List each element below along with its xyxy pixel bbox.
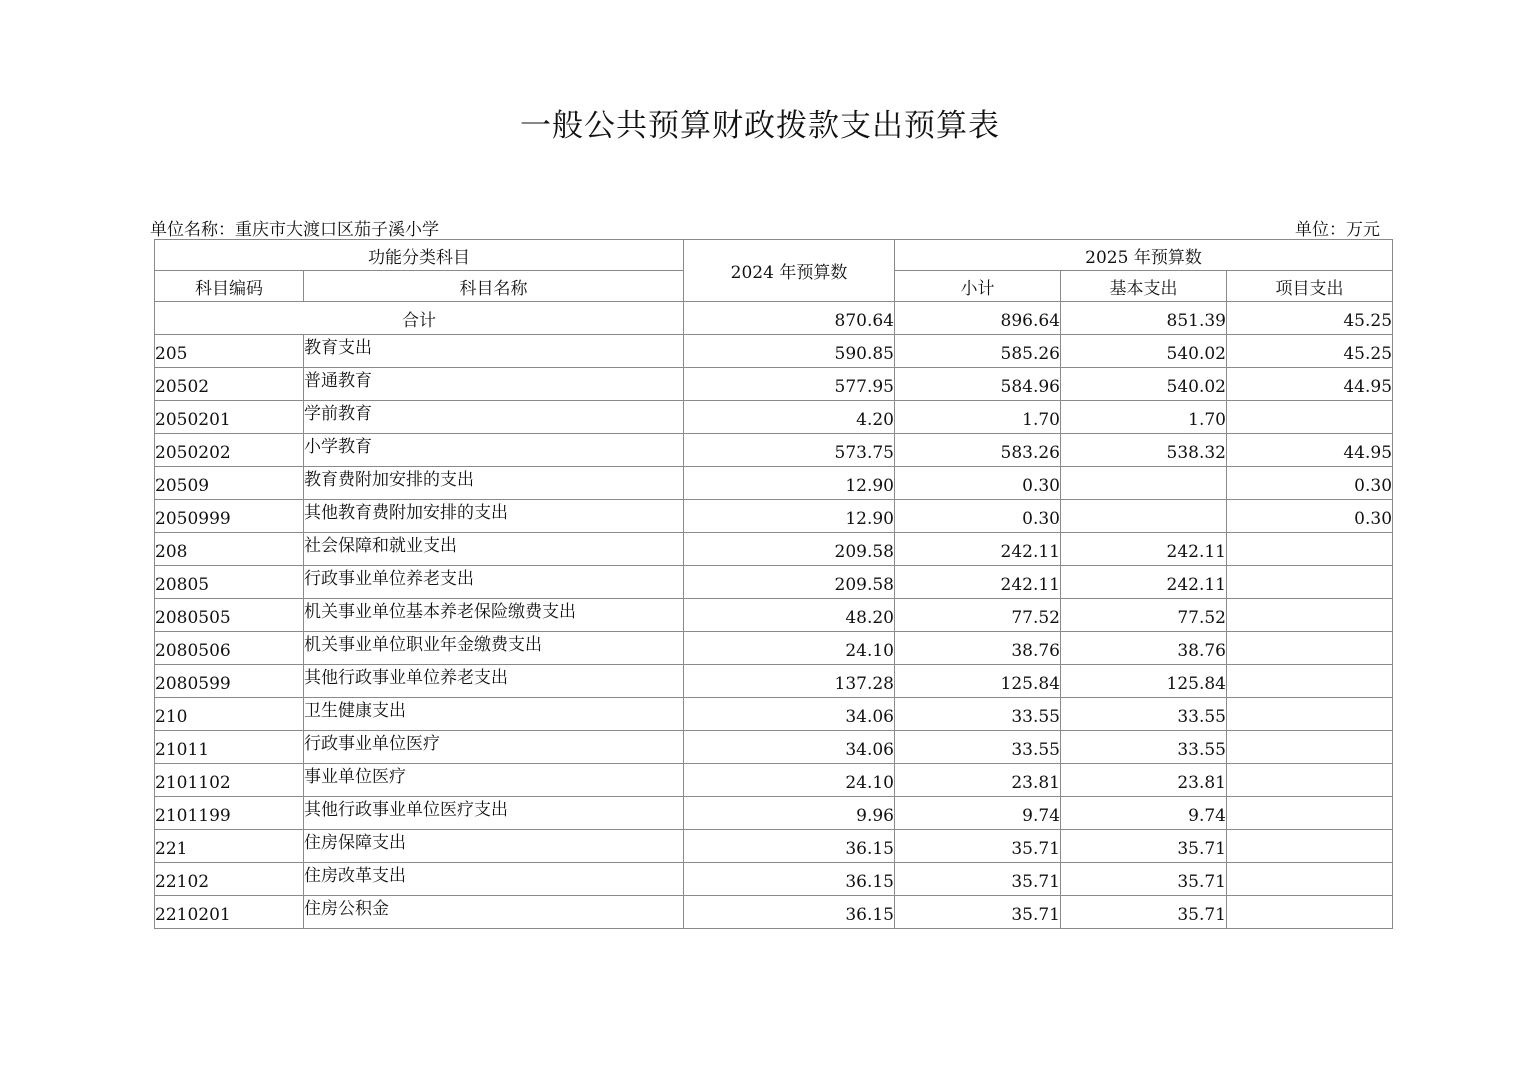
- row-budget-2024: 48.20: [684, 599, 895, 632]
- row-basic: 540.02: [1061, 335, 1227, 368]
- row-budget-2024: 12.90: [684, 467, 895, 500]
- row-budget-2024: 577.95: [684, 368, 895, 401]
- table-row: [155, 764, 1393, 797]
- header-subtotal: 小计: [895, 271, 1061, 302]
- header-code: 科目编码: [155, 271, 304, 302]
- row-name: 普通教育: [304, 368, 684, 401]
- row-code: 2050999: [155, 500, 304, 533]
- row-project: 0.30: [1227, 467, 1393, 500]
- row-name: 住房保障支出: [304, 830, 684, 863]
- row-project: 0.30: [1227, 500, 1393, 533]
- row-code: 2050201: [155, 401, 304, 434]
- table-row: [155, 368, 1393, 401]
- row-subtotal: 242.11: [895, 533, 1061, 566]
- row-basic: 35.71: [1061, 863, 1227, 896]
- row-subtotal: 0.30: [895, 500, 1061, 533]
- table-row: [155, 401, 1393, 434]
- row-budget-2024: 36.15: [684, 863, 895, 896]
- row-project: [1227, 533, 1393, 566]
- header-project: 项目支出: [1227, 271, 1393, 302]
- row-basic: 242.11: [1061, 566, 1227, 599]
- row-name: 其他行政事业单位养老支出: [304, 665, 684, 698]
- header-row-1: [155, 240, 1393, 271]
- row-code: 2080599: [155, 665, 304, 698]
- row-subtotal: 583.26: [895, 434, 1061, 467]
- row-budget-2024: 36.15: [684, 896, 895, 929]
- row-code: 20805: [155, 566, 304, 599]
- total-row: [155, 302, 1393, 335]
- row-budget-2024: 34.06: [684, 731, 895, 764]
- header-name: 科目名称: [304, 271, 684, 302]
- row-project: 45.25: [1227, 335, 1393, 368]
- row-code: 221: [155, 830, 304, 863]
- row-subtotal: 33.55: [895, 731, 1061, 764]
- table-row: [155, 731, 1393, 764]
- row-code: 20509: [155, 467, 304, 500]
- row-project: [1227, 896, 1393, 929]
- row-project: [1227, 830, 1393, 863]
- row-budget-2024: 209.58: [684, 533, 895, 566]
- row-basic: [1061, 500, 1227, 533]
- table-row: [155, 599, 1393, 632]
- unit-name: 单位名称：重庆市大渡口区茄子溪小学: [150, 220, 439, 240]
- row-budget-2024: 34.06: [684, 698, 895, 731]
- row-basic: [1061, 467, 1227, 500]
- row-name: 卫生健康支出: [304, 698, 684, 731]
- row-basic: 38.76: [1061, 632, 1227, 665]
- row-name: 住房公积金: [304, 896, 684, 929]
- row-code: 2101102: [155, 764, 304, 797]
- row-subtotal: 23.81: [895, 764, 1061, 797]
- row-budget-2024: 209.58: [684, 566, 895, 599]
- total-subtotal: 896.64: [895, 302, 1061, 335]
- row-name: 行政事业单位医疗: [304, 731, 684, 764]
- row-name: 住房改革支出: [304, 863, 684, 896]
- row-subtotal: 242.11: [895, 566, 1061, 599]
- row-budget-2024: 4.20: [684, 401, 895, 434]
- row-basic: 125.84: [1061, 665, 1227, 698]
- row-subtotal: 33.55: [895, 698, 1061, 731]
- row-subtotal: 35.71: [895, 830, 1061, 863]
- row-name: 小学教育: [304, 434, 684, 467]
- total-basic: 851.39: [1061, 302, 1227, 335]
- budget-table: [154, 239, 1393, 929]
- table-row: [155, 467, 1393, 500]
- row-basic: 35.71: [1061, 830, 1227, 863]
- row-code: 2080506: [155, 632, 304, 665]
- table-row: [155, 632, 1393, 665]
- table-row: [155, 335, 1393, 368]
- table-row: [155, 830, 1393, 863]
- page-title: 一般公共预算财政拨款支出预算表: [520, 108, 1000, 144]
- row-project: 44.95: [1227, 368, 1393, 401]
- row-budget-2024: 24.10: [684, 632, 895, 665]
- table-row: [155, 698, 1393, 731]
- row-subtotal: 584.96: [895, 368, 1061, 401]
- row-project: [1227, 599, 1393, 632]
- row-name: 机关事业单位基本养老保险缴费支出: [304, 599, 684, 632]
- row-code: 20502: [155, 368, 304, 401]
- row-name: 学前教育: [304, 401, 684, 434]
- header-functional-class: 功能分类科目: [155, 240, 684, 271]
- row-basic: 35.71: [1061, 896, 1227, 929]
- table-row: [155, 500, 1393, 533]
- total-label: 合计: [155, 302, 684, 335]
- row-project: [1227, 863, 1393, 896]
- row-code: 2101199: [155, 797, 304, 830]
- unit-label: 单位：万元: [1295, 220, 1380, 240]
- row-basic: 33.55: [1061, 731, 1227, 764]
- row-basic: 538.32: [1061, 434, 1227, 467]
- row-name: 事业单位医疗: [304, 764, 684, 797]
- row-subtotal: 125.84: [895, 665, 1061, 698]
- row-basic: 33.55: [1061, 698, 1227, 731]
- table-row: [155, 797, 1393, 830]
- table-row: [155, 665, 1393, 698]
- table-row: [155, 434, 1393, 467]
- row-name: 机关事业单位职业年金缴费支出: [304, 632, 684, 665]
- row-budget-2024: 24.10: [684, 764, 895, 797]
- row-project: [1227, 566, 1393, 599]
- row-project: [1227, 665, 1393, 698]
- row-name: 行政事业单位养老支出: [304, 566, 684, 599]
- table-row: [155, 863, 1393, 896]
- row-basic: 242.11: [1061, 533, 1227, 566]
- row-name: 教育费附加安排的支出: [304, 467, 684, 500]
- row-budget-2024: 137.28: [684, 665, 895, 698]
- row-subtotal: 585.26: [895, 335, 1061, 368]
- row-subtotal: 0.30: [895, 467, 1061, 500]
- row-budget-2024: 12.90: [684, 500, 895, 533]
- row-code: 205: [155, 335, 304, 368]
- row-basic: 1.70: [1061, 401, 1227, 434]
- row-project: [1227, 797, 1393, 830]
- row-code: 22102: [155, 863, 304, 896]
- table-row: [155, 896, 1393, 929]
- row-project: [1227, 698, 1393, 731]
- header-budget-2024: 2024 年预算数: [684, 240, 895, 302]
- total-budget-2024: 870.64: [684, 302, 895, 335]
- table-row: [155, 533, 1393, 566]
- row-budget-2024: 573.75: [684, 434, 895, 467]
- row-subtotal: 1.70: [895, 401, 1061, 434]
- row-project: [1227, 401, 1393, 434]
- row-subtotal: 77.52: [895, 599, 1061, 632]
- row-budget-2024: 36.15: [684, 830, 895, 863]
- total-project: 45.25: [1227, 302, 1393, 335]
- row-project: [1227, 764, 1393, 797]
- row-basic: 23.81: [1061, 764, 1227, 797]
- row-basic: 77.52: [1061, 599, 1227, 632]
- row-budget-2024: 9.96: [684, 797, 895, 830]
- table-meta: [150, 215, 1380, 239]
- row-subtotal: 9.74: [895, 797, 1061, 830]
- row-name: 其他行政事业单位医疗支出: [304, 797, 684, 830]
- row-name: 其他教育费附加安排的支出: [304, 500, 684, 533]
- row-code: 2210201: [155, 896, 304, 929]
- row-name: 社会保障和就业支出: [304, 533, 684, 566]
- row-subtotal: 38.76: [895, 632, 1061, 665]
- header-basic: 基本支出: [1061, 271, 1227, 302]
- row-basic: 9.74: [1061, 797, 1227, 830]
- row-code: 210: [155, 698, 304, 731]
- row-project: [1227, 731, 1393, 764]
- row-code: 2080505: [155, 599, 304, 632]
- row-budget-2024: 590.85: [684, 335, 895, 368]
- row-project: [1227, 632, 1393, 665]
- header-budget-2025: 2025 年预算数: [895, 240, 1393, 271]
- row-subtotal: 35.71: [895, 863, 1061, 896]
- row-subtotal: 35.71: [895, 896, 1061, 929]
- row-name: 教育支出: [304, 335, 684, 368]
- table-row: [155, 566, 1393, 599]
- row-code: 21011: [155, 731, 304, 764]
- row-basic: 540.02: [1061, 368, 1227, 401]
- row-code: 2050202: [155, 434, 304, 467]
- row-project: 44.95: [1227, 434, 1393, 467]
- row-code: 208: [155, 533, 304, 566]
